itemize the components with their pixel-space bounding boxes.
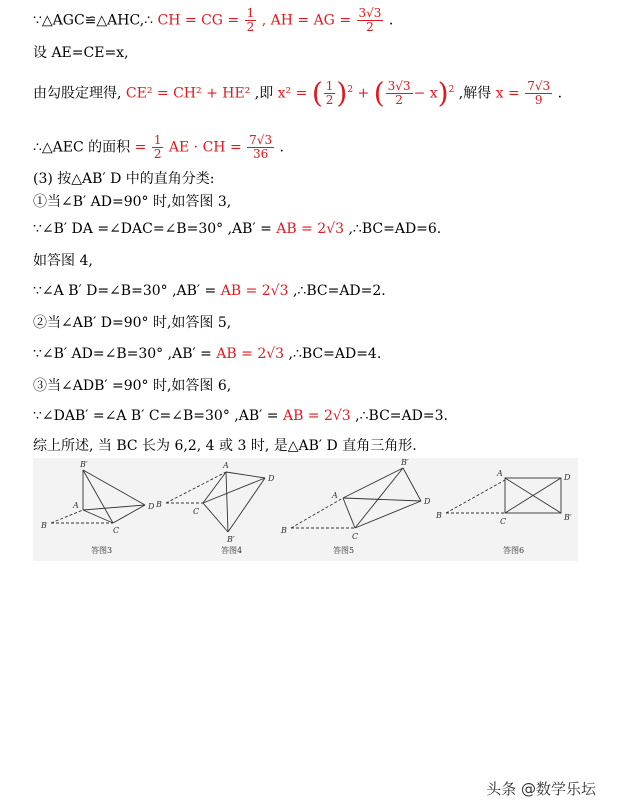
caption-fig5: 答图5 (333, 546, 355, 555)
formula: CH = CG = (157, 12, 240, 29)
label-d: D (268, 474, 275, 483)
label-b: B (156, 500, 162, 509)
label-d: D (424, 497, 431, 506)
line-6: ①当∠B′ AD=90° 时,如答图 3, (33, 194, 232, 210)
formula: AB = 2√3 (276, 221, 345, 237)
formula: AB = 2√3 (216, 346, 285, 362)
line-5: (3) 按△AB′ D 中的直角分类: (33, 171, 215, 187)
label-d: D (564, 473, 571, 482)
line-13: ∵∠DAB′ =∠A B′ C=∠B=30° ,AB′ = AB = 2√3 ,∴BC=AD=3. (33, 408, 448, 424)
watermark: 头条 @数学乐坛 (486, 780, 596, 798)
figure-6 (435, 469, 572, 555)
label-a: A (73, 501, 79, 510)
formula: CE² = CH² + HE² (125, 85, 251, 102)
line-12: ③当∠ADB′ =90° 时,如答图 6, (33, 378, 232, 394)
label-a: A (332, 491, 338, 500)
label-b: B (281, 526, 287, 535)
fraction: $\frac{7√3}{36}$ (249, 133, 273, 161)
fraction: $\frac{1}{2}$ (246, 6, 255, 34)
line-14: 综上所述, 当 BC 长为 6,2, 4 或 3 时, 是△AB′ D 直角三角形. (33, 438, 417, 454)
formula: AB = 2√3 (282, 408, 351, 424)
caption-fig6: 答图6 (503, 546, 525, 555)
figure-3 (40, 460, 155, 555)
line-7: ∵∠B′ DA =∠DAC=∠B=30° ,AB′ = AB = 2√3 ,∴BC=AD=6. (33, 221, 442, 237)
line-11: ∵∠B′ AD=∠B=30° ,AB′ = AB = 2√3 ,∴BC=AD=4. (33, 346, 382, 362)
formula: , AH = AG = (261, 12, 352, 29)
label-c: C (352, 532, 359, 541)
label-c: C (113, 526, 120, 535)
label-bprime: B′ (401, 458, 409, 467)
figures-svg (33, 458, 578, 561)
figure-5 (280, 458, 431, 555)
label-b: B (436, 511, 442, 520)
fraction: $\frac{1}{2}$ (153, 133, 162, 161)
line-2: 设 AE=CE=x, (33, 45, 129, 61)
caption-fig3: 答图3 (91, 546, 113, 555)
formula: AB = 2√3 (220, 283, 289, 299)
label-bprime: B′ (564, 513, 572, 522)
formula: x² = (277, 85, 308, 102)
fraction: $\frac{7√3}{9}$ (527, 79, 551, 107)
line-4: ∴△AEC 的面积 = $\frac{1}{2}$ AE · CH = $\frac{7√3}{36}$ . (33, 133, 284, 161)
line-8: 如答图 4, (33, 253, 93, 269)
fraction: $\frac{3√3}{2}$ (387, 79, 411, 107)
text: ∵△AGC≌△AHC,∴ (33, 12, 154, 29)
line-3: 由勾股定理得, CE² = CH² + HE² ,即 x² = ( $\frac{1}{2}$ )$^2$ + ( $\frac{3√3}{2}$ − x)$^2$ ,解得 x = $\frac{7√3}{9}$ . (33, 76, 563, 110)
label-b: B (41, 521, 47, 530)
line-9: ∵∠A B′ D=∠B=30° ,AB′ = AB = 2√3 ,∴BC=AD=2. (33, 283, 386, 299)
figures-strip (33, 458, 578, 561)
fraction: $\frac{3√3}{2}$ (358, 6, 382, 34)
label-bprime: B′ (227, 535, 235, 544)
label-a: A (223, 461, 229, 470)
line-10: ②当∠AB′ D=90° 时,如答图 5, (33, 315, 232, 331)
label-c: C (500, 517, 507, 526)
caption-fig4: 答图4 (221, 546, 243, 555)
label-c: C (193, 507, 200, 516)
figure-4 (155, 461, 275, 555)
label-bprime: B′ (80, 460, 88, 469)
label-a: A (497, 469, 503, 478)
label-d: D (148, 502, 155, 511)
fraction: $\frac{1}{2}$ (325, 79, 334, 107)
line-1: ∵△AGC≌△AHC,∴ CH = CG = $\frac{1}{2}$ , AH = AG = $\frac{3√3}{2}$ . (33, 6, 394, 34)
